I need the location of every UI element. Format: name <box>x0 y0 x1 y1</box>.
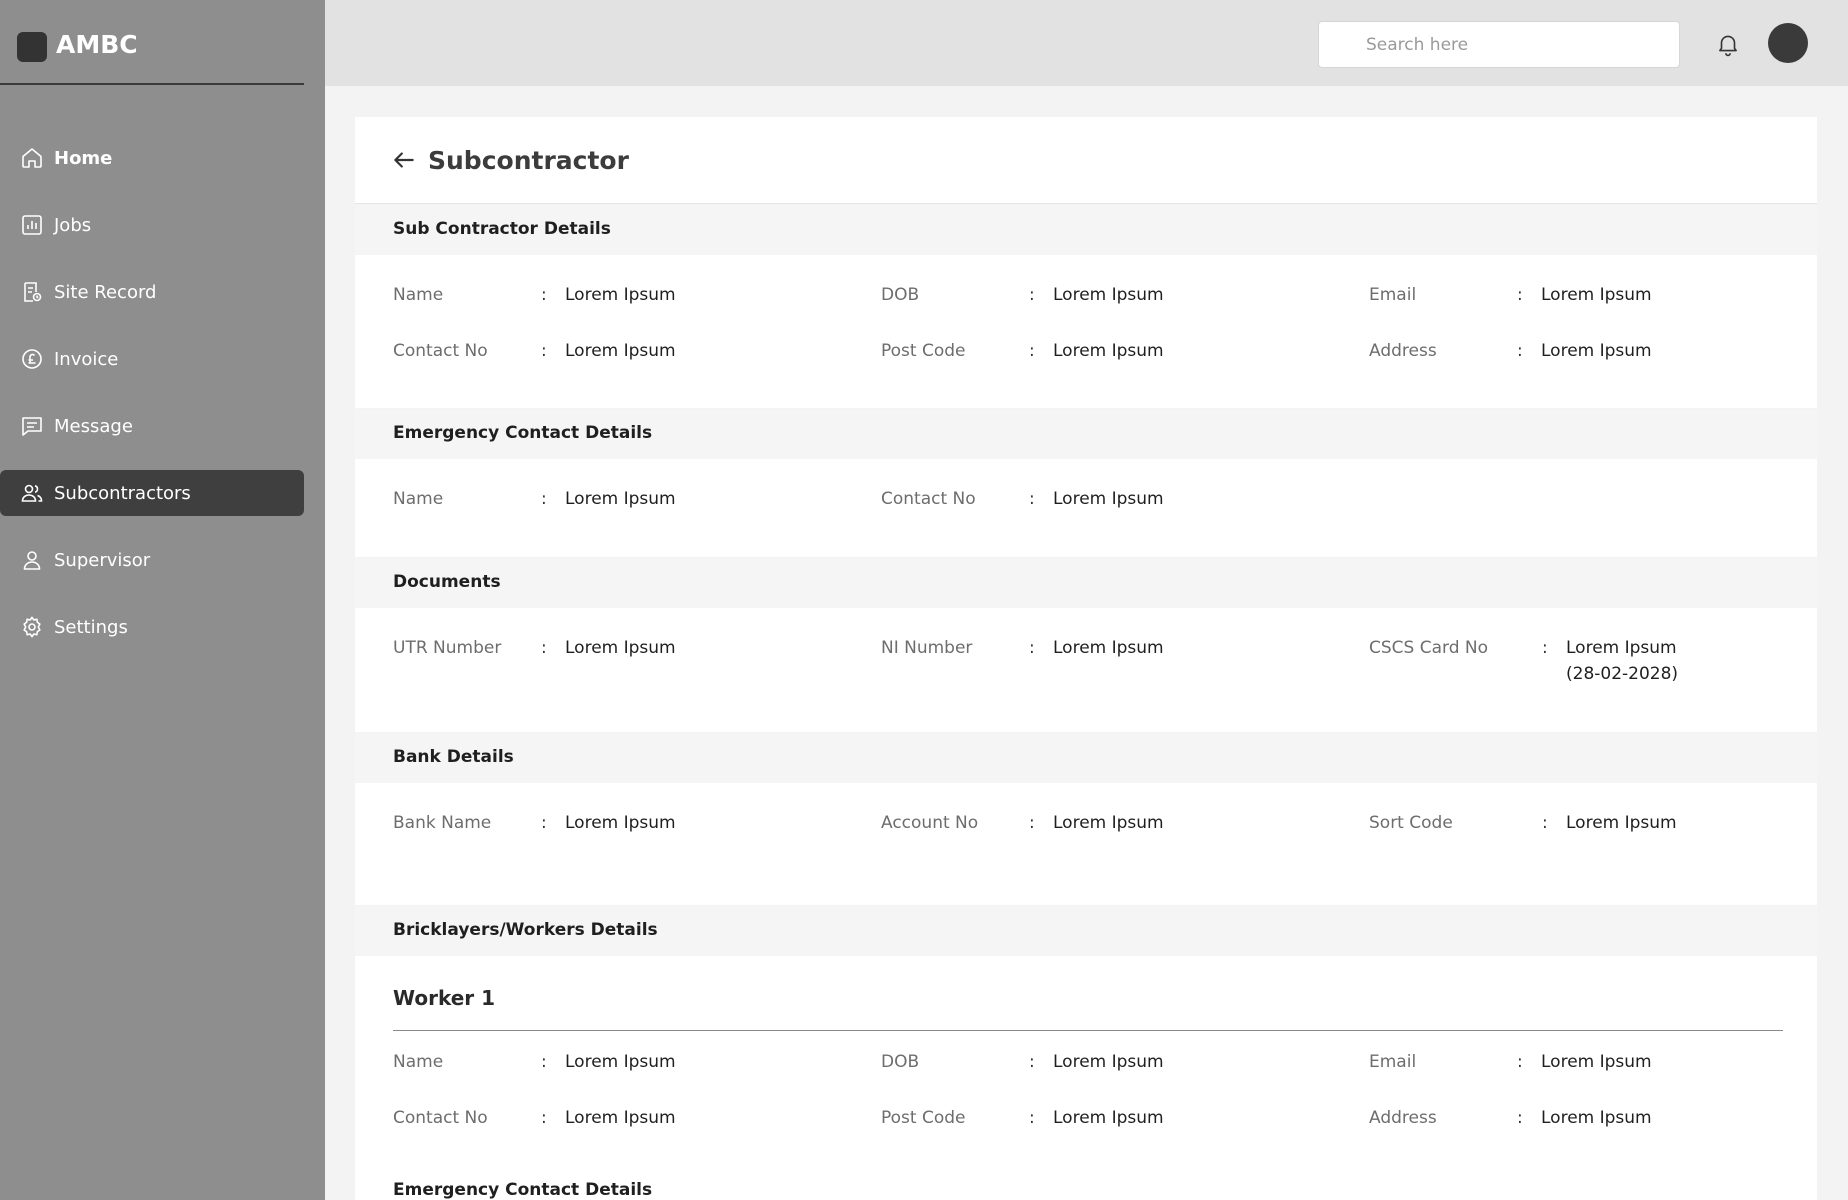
field-label: Email <box>1369 1052 1417 1072</box>
field-separator: : <box>541 638 547 658</box>
sidebar-item-label: Site Record <box>54 281 157 303</box>
sidebar-item-jobs[interactable] <box>0 202 304 248</box>
field-separator: : <box>541 1108 547 1128</box>
field-value: Lorem Ipsum <box>1053 1108 1164 1128</box>
field-value: Lorem Ipsum <box>1053 285 1164 305</box>
field-label: Account No <box>881 813 979 833</box>
section-title: Documents <box>393 572 501 592</box>
worker-title: Worker 1 <box>393 986 496 1010</box>
field-separator: : <box>1517 1108 1523 1128</box>
field-label: Contact No <box>393 1108 488 1128</box>
field-label: Name <box>393 285 444 305</box>
field-value: Lorem Ipsum <box>565 813 676 833</box>
sidebar-item-label: Supervisor <box>54 549 151 571</box>
field-separator: : <box>1029 638 1035 658</box>
sidebar-item-label: Home <box>54 147 113 169</box>
page-header-card <box>355 117 1817 204</box>
sub-contractor-details-panel <box>355 255 1817 408</box>
back-arrow-icon[interactable] <box>391 147 417 173</box>
logo[interactable] <box>0 0 304 85</box>
field-value: Lorem Ipsum <box>565 638 676 658</box>
field-value: Lorem Ipsum <box>1541 341 1652 361</box>
field-separator: : <box>1542 638 1548 658</box>
field-label: Post Code <box>881 341 966 361</box>
home-icon <box>20 146 44 170</box>
field-separator: : <box>541 813 547 833</box>
field-value: Lorem Ipsum <box>1541 1052 1652 1072</box>
workers-details-panel <box>355 956 1817 1200</box>
field-separator: : <box>1029 489 1035 509</box>
field-value: Lorem Ipsum <box>565 1108 676 1128</box>
section-title: Bricklayers/Workers Details <box>393 920 658 940</box>
field-label: NI Number <box>881 638 973 658</box>
page-title: Subcontractor <box>428 146 629 175</box>
divider <box>393 1030 1783 1031</box>
field-value: Lorem Ipsum <box>1053 813 1164 833</box>
section-title: Bank Details <box>393 747 514 767</box>
sidebar-item-message[interactable] <box>0 403 304 449</box>
section-title: Emergency Contact Details <box>393 423 653 443</box>
sidebar-item-label: Settings <box>54 616 128 638</box>
section-header-documents <box>355 558 1817 608</box>
emergency-contact-panel <box>355 459 1817 557</box>
field-separator: : <box>1542 813 1548 833</box>
avatar[interactable] <box>1768 23 1808 63</box>
field-separator: : <box>1029 341 1035 361</box>
chart-icon <box>20 213 44 237</box>
sidebar-item-label: Jobs <box>54 214 92 236</box>
field-separator: : <box>1517 285 1523 305</box>
sidebar-item-label: Invoice <box>54 348 119 370</box>
section-header-sub-contractor <box>355 205 1817 255</box>
field-label: Sort Code <box>1369 813 1453 833</box>
gear-icon <box>20 615 44 639</box>
app-name: AMBC <box>56 30 138 59</box>
message-icon <box>20 414 44 438</box>
field-separator: : <box>1029 285 1035 305</box>
top-header <box>325 0 1848 86</box>
section-header-bank <box>355 733 1817 783</box>
pound-icon <box>20 347 44 371</box>
document-icon <box>20 280 44 304</box>
field-label: Email <box>1369 285 1417 305</box>
sidebar-item-subcontractors[interactable] <box>0 470 304 516</box>
field-label: UTR Number <box>393 638 502 658</box>
field-separator: : <box>1029 813 1035 833</box>
bell-icon[interactable] <box>1715 30 1741 58</box>
sidebar-item-site-record[interactable] <box>0 269 304 315</box>
section-header-workers <box>355 906 1817 956</box>
field-label: Contact No <box>881 489 976 509</box>
sidebar-item-label: Message <box>54 415 133 437</box>
field-label: Address <box>1369 341 1437 361</box>
field-value: Lorem Ipsum <box>565 1052 676 1072</box>
search-input[interactable] <box>1318 21 1680 68</box>
field-separator: : <box>541 1052 547 1072</box>
field-label: Name <box>393 489 444 509</box>
users-icon <box>20 481 44 505</box>
section-title: Sub Contractor Details <box>393 219 611 239</box>
field-value: Lorem Ipsum <box>1053 1052 1164 1072</box>
field-separator: : <box>1029 1052 1035 1072</box>
field-value: Lorem Ipsum <box>1053 638 1164 658</box>
documents-panel <box>355 608 1817 732</box>
field-label: Contact No <box>393 341 488 361</box>
field-label: Address <box>1369 1108 1437 1128</box>
field-value: Lorem Ipsum <box>1566 813 1677 833</box>
field-separator: : <box>1517 341 1523 361</box>
sidebar-item-settings[interactable] <box>0 604 304 650</box>
field-separator: : <box>541 489 547 509</box>
section-header-emergency <box>355 409 1817 459</box>
logo-mark-icon <box>17 32 47 62</box>
field-separator: : <box>1517 1052 1523 1072</box>
field-value: Lorem Ipsum <box>1541 1108 1652 1128</box>
field-separator: : <box>541 341 547 361</box>
field-value: Lorem Ipsum <box>565 341 676 361</box>
sidebar <box>0 0 325 1200</box>
field-label: Bank Name <box>393 813 492 833</box>
field-label: Name <box>393 1052 444 1072</box>
field-label: Post Code <box>881 1108 966 1128</box>
field-separator: : <box>1029 1108 1035 1128</box>
field-value: Lorem Ipsum (28-02-2028) <box>1566 638 1679 684</box>
field-label: CSCS Card No <box>1369 638 1489 658</box>
sidebar-item-invoice[interactable] <box>0 336 304 382</box>
sidebar-item-home[interactable] <box>0 135 304 181</box>
worker-emergency-title: Emergency Contact Details <box>393 1180 653 1200</box>
field-value: Lorem Ipsum <box>1541 285 1652 305</box>
field-value: Lorem Ipsum <box>1053 489 1164 509</box>
field-value: Lorem Ipsum <box>565 285 676 305</box>
user-icon <box>20 548 44 572</box>
field-value: Lorem Ipsum <box>1053 341 1164 361</box>
bank-details-panel <box>355 783 1817 905</box>
field-label: DOB <box>881 1052 920 1072</box>
field-separator: : <box>541 285 547 305</box>
sidebar-item-label: Subcontractors <box>54 482 191 504</box>
field-value: Lorem Ipsum <box>565 489 676 509</box>
sidebar-item-supervisor[interactable] <box>0 537 304 583</box>
field-label: DOB <box>881 285 920 305</box>
